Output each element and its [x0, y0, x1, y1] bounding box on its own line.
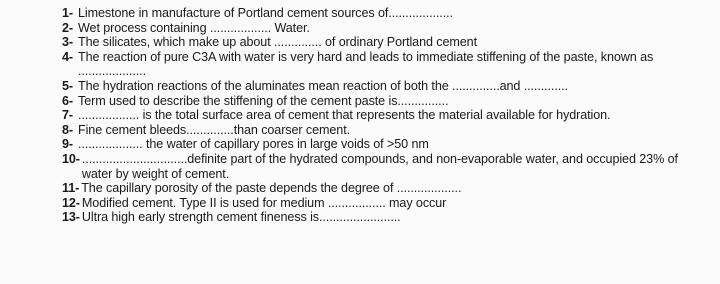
question-text: The silicates, which make up about .............. of ordinary Portland cement [78, 35, 477, 50]
question-number: 8- [62, 122, 73, 137]
question-text: Modified cement. Type II is used for medium ................. may occur [81, 195, 447, 210]
question-number: 11- [62, 181, 80, 196]
question-number: 6- [62, 93, 73, 108]
question-text: The hydration reactions of the aluminates mean reaction of both the ..............and ............. [78, 78, 568, 93]
question-item [62, 210, 702, 225]
question-item [62, 79, 702, 94]
question-number: 2- [62, 20, 73, 35]
question-number: 13- [62, 210, 80, 225]
question-number: 3- [62, 35, 73, 50]
question-item [62, 137, 702, 152]
question-number: 9- [62, 137, 73, 152]
question-item [62, 21, 702, 36]
question-text: The reaction of pure C3A with water is very hard and leads to immediate stiffening of the paste, known as .................... [78, 49, 654, 79]
question-item [62, 152, 702, 181]
question-text: Ultra high early strength cement fineness is........................ [81, 210, 401, 225]
question-item [62, 181, 702, 196]
question-item [62, 108, 702, 123]
question-item [62, 196, 702, 211]
question-number: 5- [62, 78, 73, 93]
question-text: Fine cement bleeds..............than coarser cement. [78, 122, 350, 137]
question-list [62, 6, 702, 225]
question-text: Limestone in manufacture of Portland cement sources of................... [78, 6, 453, 20]
question-number: 12- [62, 195, 80, 210]
question-number: 10- [62, 151, 80, 166]
question-text: Term used to describe the stiffening of the cement paste is............... [78, 93, 449, 108]
question-text: ................... the water of capillary pores in large voids of >50 nm [78, 137, 429, 152]
question-number: 1- [62, 6, 73, 20]
question-text: The capillary porosity of the paste depends the degree of ................... [81, 181, 462, 196]
question-item [62, 94, 702, 109]
question-text: .................. is the total surface area of cement that represents the material available for hydration. [78, 108, 611, 123]
question-item [62, 35, 702, 50]
question-number: 7- [62, 108, 73, 123]
question-text: ...............................definite part of the hydrated compounds, and non-evaporable water, and occupied 23% of water by weight of cement. [81, 151, 678, 181]
question-number: 4- [62, 49, 73, 64]
question-item [62, 6, 702, 21]
question-text: Wet process containing .................. Water. [78, 20, 310, 35]
question-item [62, 123, 702, 138]
question-item [62, 50, 702, 79]
